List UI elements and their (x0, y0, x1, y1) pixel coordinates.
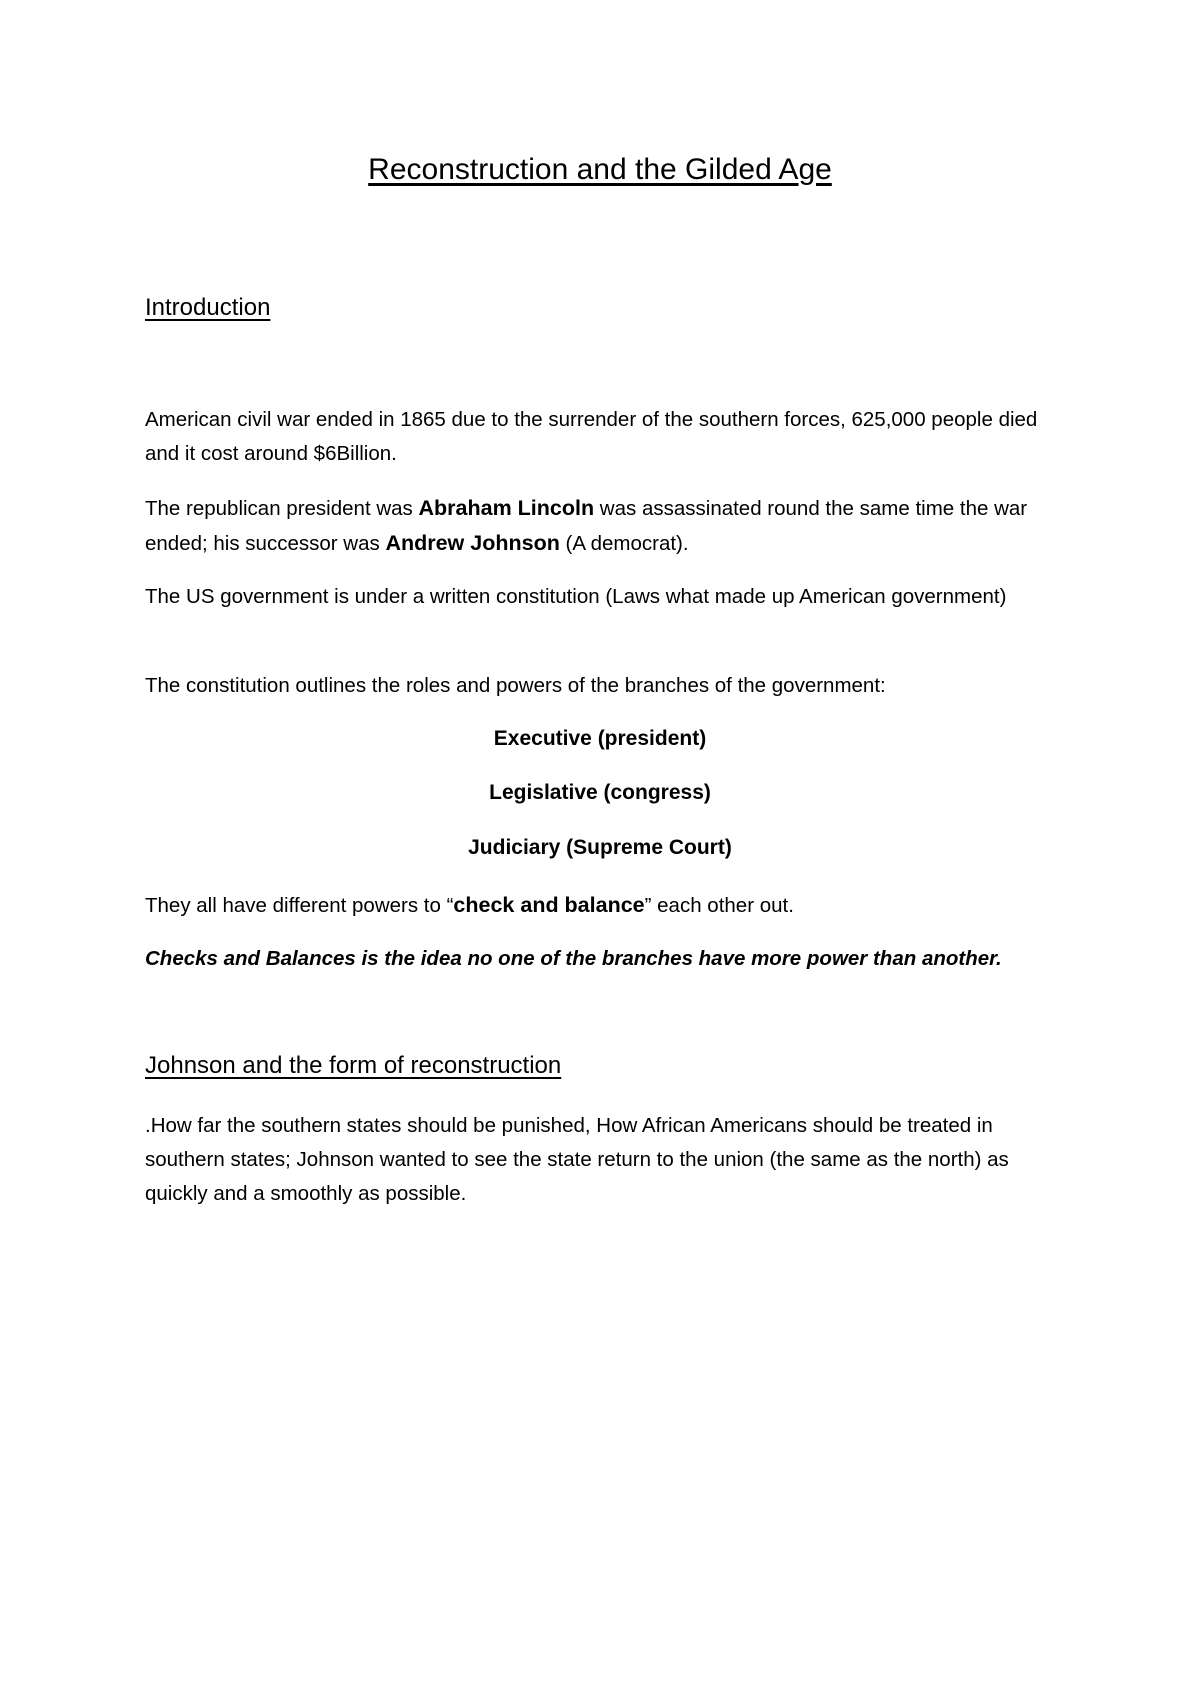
check-balance-text-2: ” each other out. (644, 894, 794, 917)
paragraph-johnson-reconstruction: .How far the southern states should be punished, How African Americans should be treated in southern states; Johnson wanted to see the state return to the union (the same as the north) as quickly and a smoothly as possible. (145, 1114, 1009, 1205)
johnson-name: Andrew Johnson (385, 531, 560, 555)
paragraph-president-text-2: was assassinated round the same time the war ended; his successor was (145, 497, 1028, 555)
section-heading-introduction: Introduction (145, 294, 271, 321)
branch-legislative: Legislative (congress) (489, 781, 711, 804)
paragraph-checks-definition: Checks and Balances is the idea no one of the branches have more power than another. (145, 947, 1002, 970)
paragraph-president-text-3: (A democrat). (559, 532, 689, 555)
document-title: Reconstruction and the Gilded Age (368, 153, 832, 186)
paragraph-civil-war: American civil war ended in 1865 due to the surrender of the southern forces, 625,000 people died and it cost around $6Billion. (145, 408, 1038, 465)
check-balance-text-1: They all have different powers to “ (145, 894, 454, 917)
branch-judiciary: Judiciary (Supreme Court) (468, 836, 732, 859)
lincoln-name: Abraham Lincoln (418, 496, 595, 520)
paragraph-constitution: The US government is under a written constitution (Laws what made up American government) (145, 585, 1007, 608)
paragraph-president-text-1: The republican president was (145, 497, 419, 520)
paragraph-check-balance (145, 888, 1065, 923)
branch-executive: Executive (president) (493, 727, 707, 750)
check-balance-term: check and balance (453, 893, 645, 917)
paragraph-branches-intro: The constitution outlines the roles and powers of the branches of the government: (145, 674, 886, 697)
section-heading-johnson: Johnson and the form of reconstruction (145, 1052, 562, 1079)
paragraph-president (145, 491, 1065, 561)
